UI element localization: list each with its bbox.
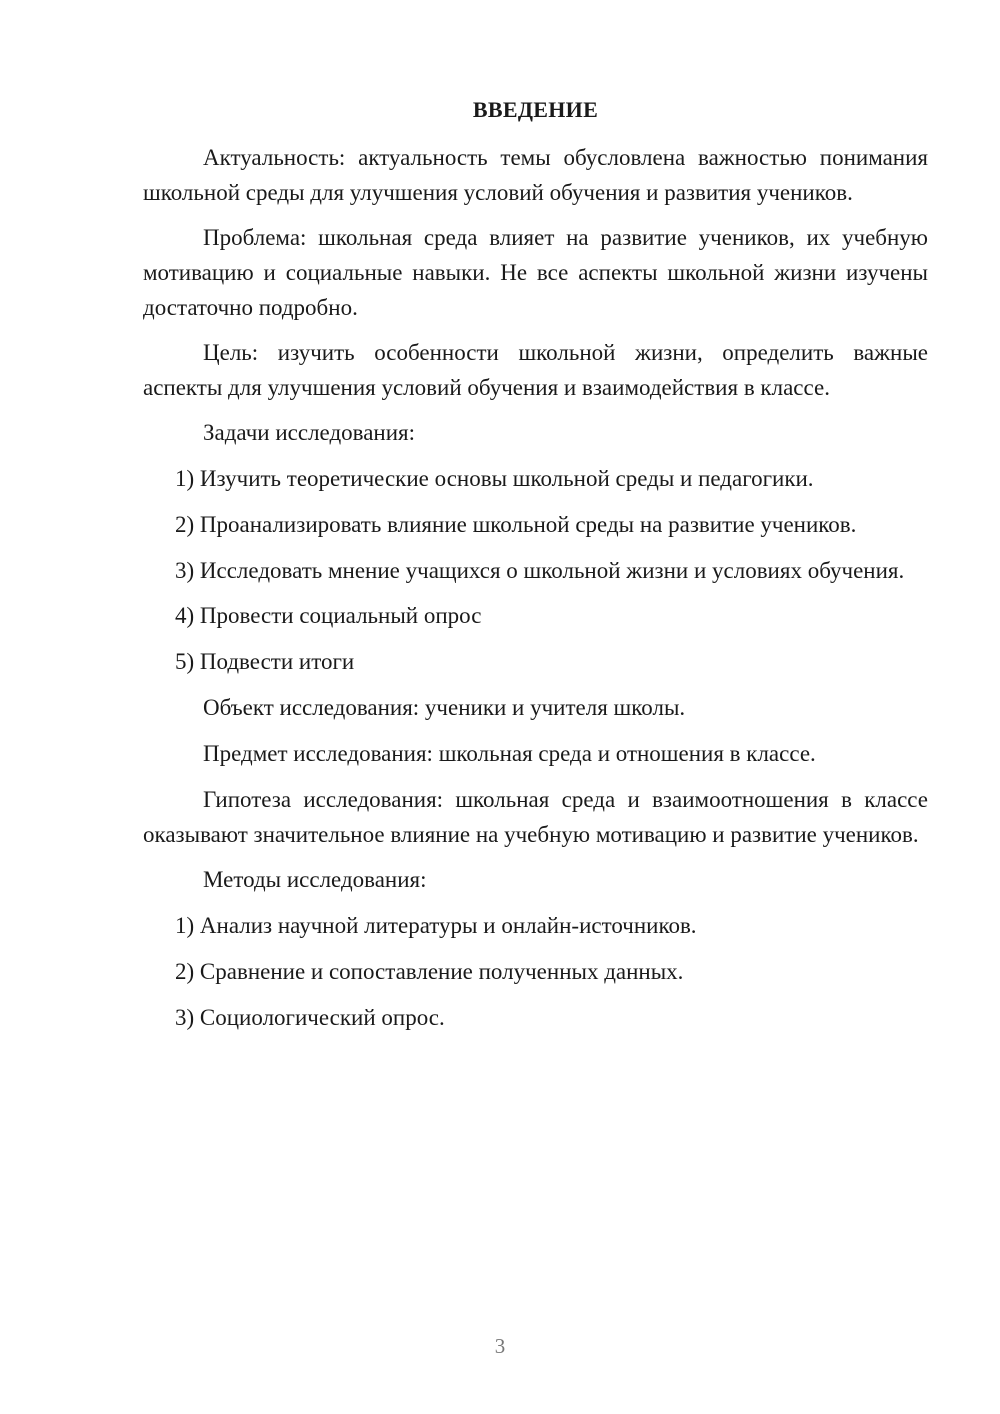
goal-paragraph: Цель: изучить особенности школьной жизни, определить важные аспекты для улучшения условий обучения и взаимодействия в классе. bbox=[143, 340, 928, 400]
task-item: 3) Исследовать мнение учащихся о школьной жизни и условиях обучения. bbox=[175, 558, 905, 583]
page-title: ВВЕДЕНИЕ bbox=[472, 97, 599, 122]
problem-paragraph: Проблема: школьная среда влияет на развитие учеников, их учебную мотивацию и социальные навыки. Не все аспекты школьной жизни изучены достаточно подробно. bbox=[143, 225, 928, 320]
relevance-paragraph: Актуальность: актуальность темы обусловлена важностью понимания школьной среды для улучшения условий обучения и развития учеников. bbox=[143, 145, 928, 205]
subject-paragraph: Предмет исследования: школьная среда и отношения в классе. bbox=[203, 741, 816, 766]
method-item: 3) Социологический опрос. bbox=[175, 1005, 445, 1030]
method-item: 1) Анализ научной литературы и онлайн-источников. bbox=[175, 913, 697, 938]
document-body bbox=[143, 92, 928, 1046]
page-number: 3 bbox=[494, 1334, 506, 1358]
tasks-heading: Задачи исследования: bbox=[203, 420, 416, 445]
task-item: 2) Проанализировать влияние школьной среды на развитие учеников. bbox=[175, 512, 857, 537]
task-item: 1) Изучить теоретические основы школьной среды и педагогики. bbox=[175, 466, 814, 491]
task-item: 5) Подвести итоги bbox=[175, 649, 355, 674]
object-paragraph: Объект исследования: ученики и учителя школы. bbox=[203, 695, 686, 720]
task-item: 4) Провести социальный опрос bbox=[175, 603, 482, 628]
method-item: 2) Сравнение и сопоставление полученных данных. bbox=[175, 959, 684, 984]
hypothesis-paragraph: Гипотеза исследования: школьная среда и взаимоотношения в классе оказывают значительное влияние на учебную мотивацию и развитие учеников. bbox=[143, 787, 928, 847]
methods-heading: Методы исследования: bbox=[203, 867, 427, 892]
